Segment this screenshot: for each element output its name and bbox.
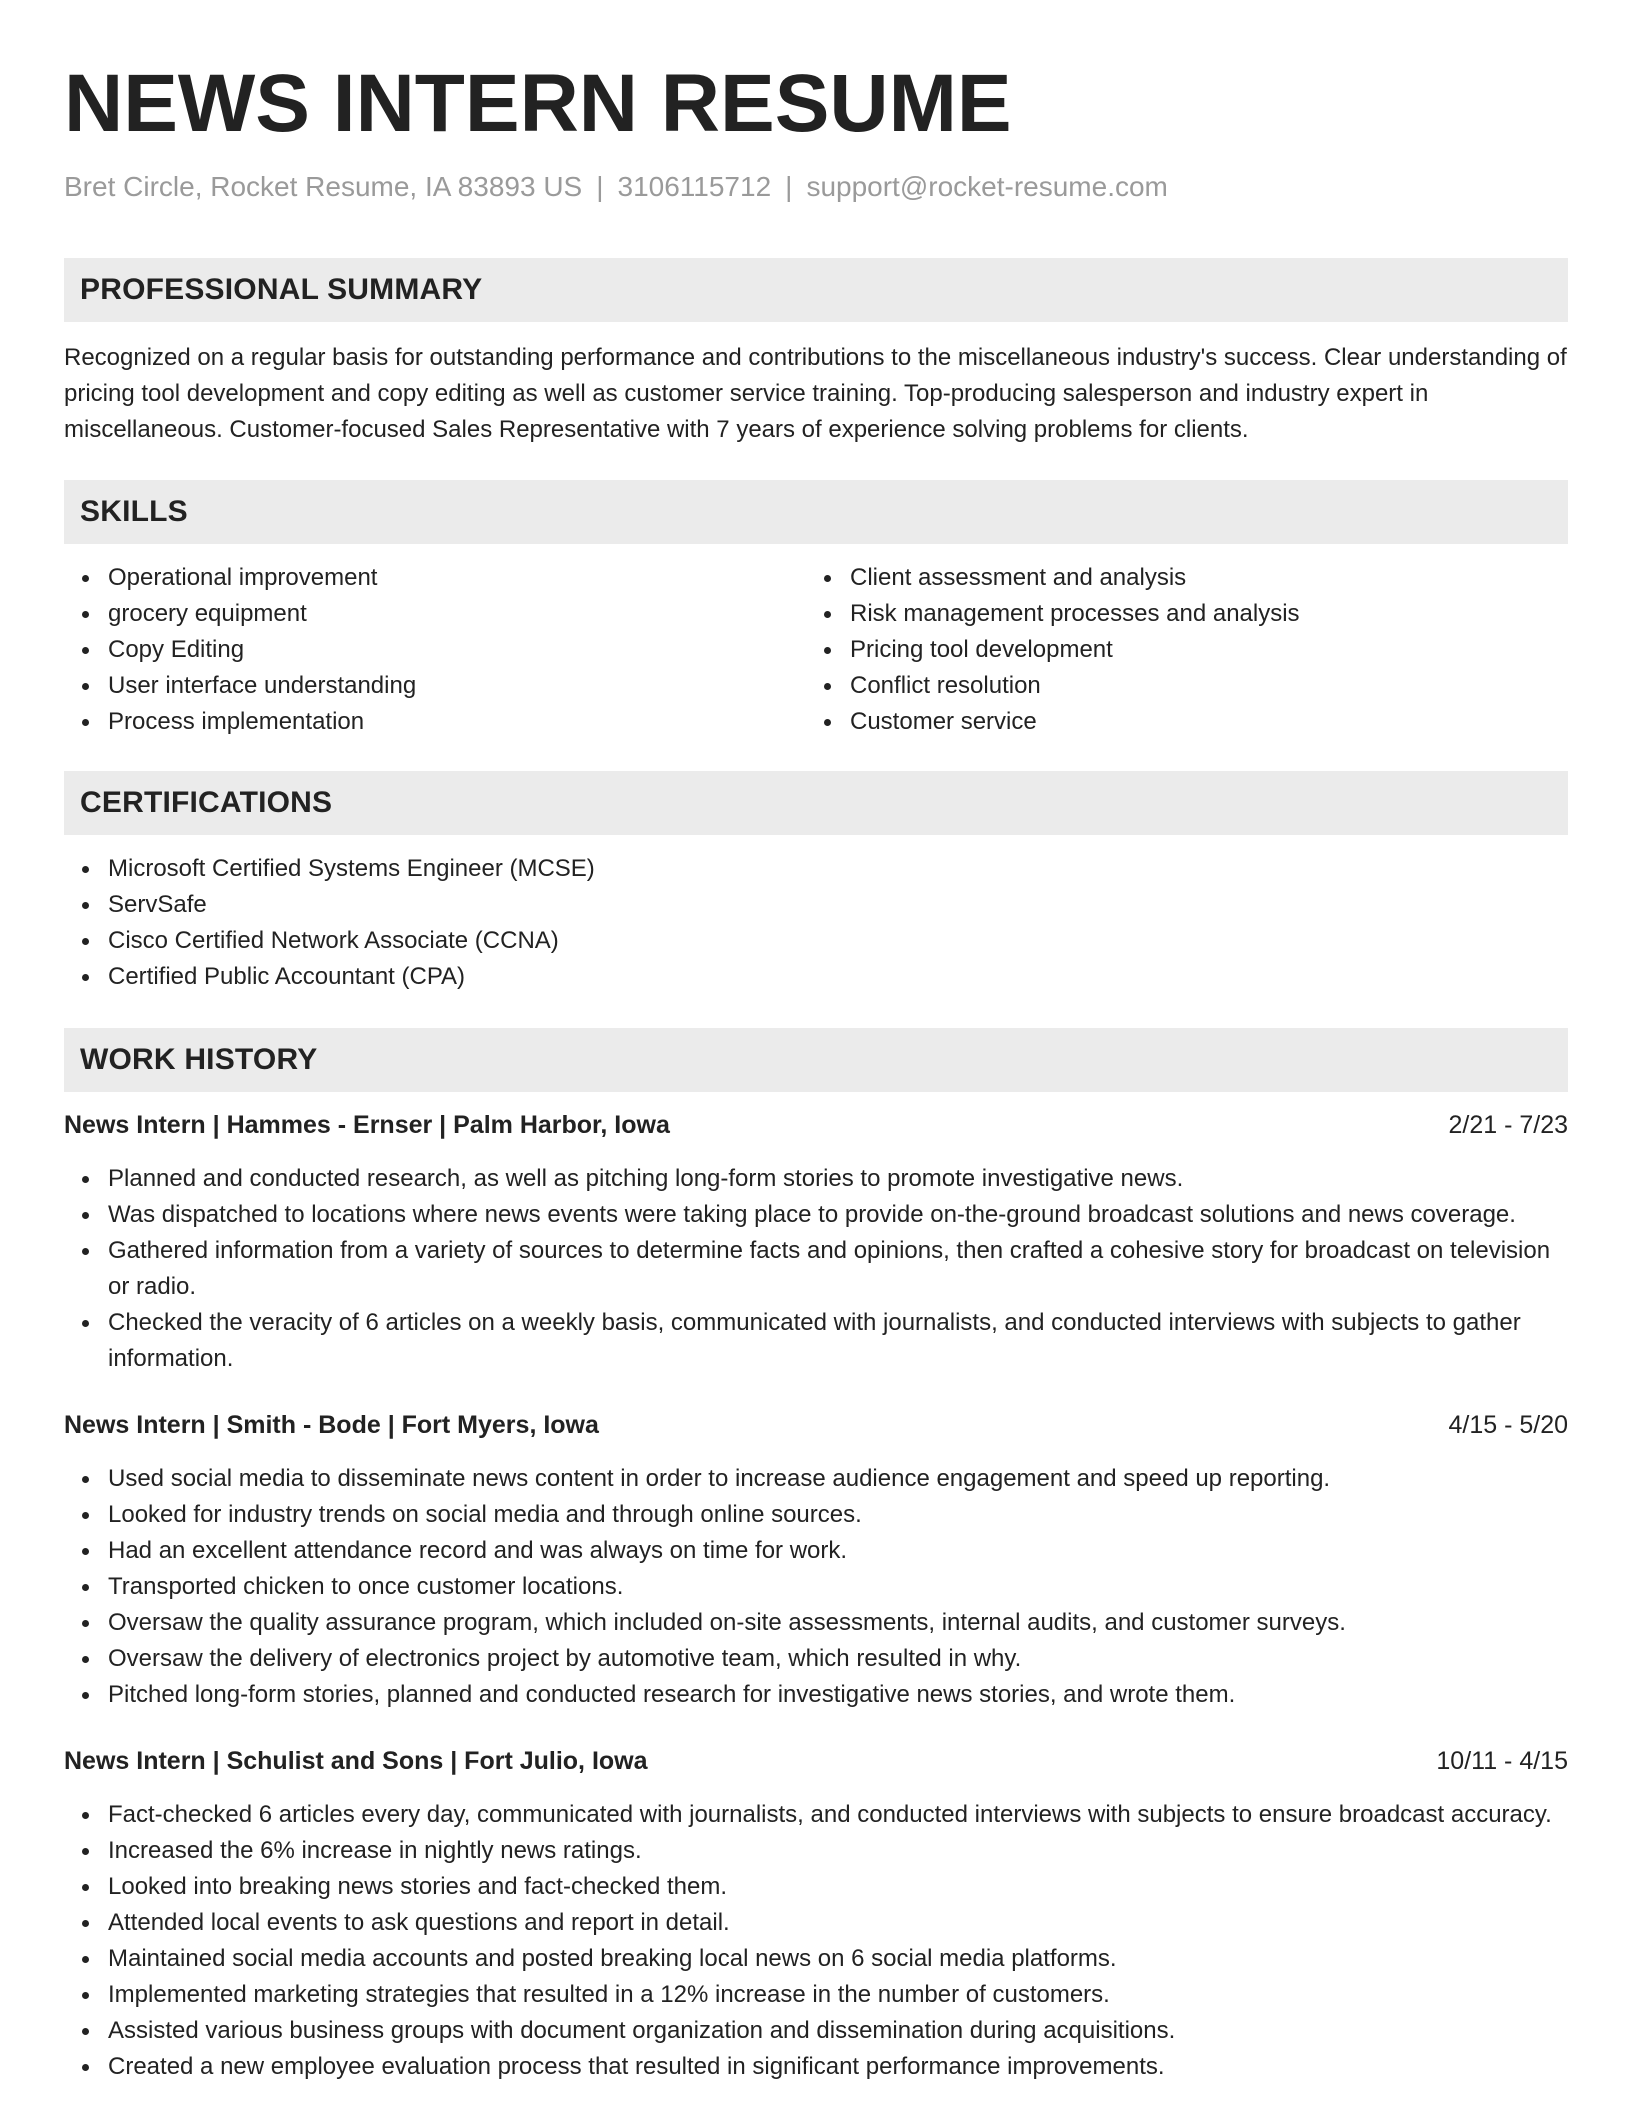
- section-header-certifications: [64, 771, 1568, 835]
- skills-list: [64, 560, 806, 740]
- certification-item: Cisco Certified Network Associate (CCNA): [108, 923, 1568, 959]
- section-header-summary: [64, 258, 1568, 322]
- job-bullet: Had an excellent attendance record and was always on time for work.: [108, 1533, 1568, 1569]
- job-bullet: Transported chicken to once customer locations.: [108, 1569, 1568, 1605]
- skill-item: Copy Editing: [108, 632, 806, 668]
- job-header: [64, 1107, 1568, 1143]
- job-entry: [64, 1743, 1568, 2085]
- section-title: WORK HISTORY: [80, 1043, 318, 1076]
- skill-item: Pricing tool development: [850, 632, 1548, 668]
- job-entry: [64, 1107, 1568, 1377]
- skills-list: [806, 560, 1548, 740]
- job-bullet: Oversaw the delivery of electronics project by automotive team, which resulted in why.: [108, 1641, 1568, 1677]
- skill-item: grocery equipment: [108, 596, 806, 632]
- job-bullet: Created a new employee evaluation process that resulted in significant performance improvements.: [108, 2049, 1568, 2085]
- job-title: News Intern | Hammes - Ernser | Palm Harbor, Iowa: [64, 1111, 670, 1139]
- certification-item: Microsoft Certified Systems Engineer (MCSE): [108, 851, 1568, 887]
- contact-line: [64, 170, 1568, 204]
- skill-item: Client assessment and analysis: [850, 560, 1548, 596]
- job-bullet: Fact-checked 6 articles every day, communicated with journalists, and conducted interviews with subjects to ensure broadcast accuracy.: [108, 1797, 1568, 1833]
- contact-email: support@rocket-resume.com: [806, 171, 1168, 202]
- job-dates: 4/15 - 5/20: [1448, 1411, 1568, 1439]
- job-header: [64, 1407, 1568, 1443]
- skills-column-right: [806, 560, 1548, 740]
- section-title: SKILLS: [80, 495, 188, 528]
- skill-item: Process implementation: [108, 704, 806, 740]
- job-bullet: Gathered information from a variety of sources to determine facts and opinions, then crafted a cohesive story for broadcast on television or radio.: [108, 1233, 1568, 1305]
- job-dates: 2/21 - 7/23: [1448, 1111, 1568, 1139]
- section-title: CERTIFICATIONS: [80, 786, 333, 819]
- job-header: [64, 1743, 1568, 1779]
- contact-phone: 3106115712: [617, 171, 772, 202]
- job-bullet: Implemented marketing strategies that resulted in a 12% increase in the number of customers.: [108, 1977, 1568, 2013]
- section-title: PROFESSIONAL SUMMARY: [80, 273, 483, 306]
- job-bullets: [64, 1797, 1568, 2085]
- job-title: News Intern | Smith - Bode | Fort Myers, Iowa: [64, 1411, 599, 1439]
- skill-item: Operational improvement: [108, 560, 806, 596]
- job-bullets: [64, 1461, 1568, 1713]
- skill-item: Conflict resolution: [850, 668, 1548, 704]
- certification-item: ServSafe: [108, 887, 1568, 923]
- job-bullet: Pitched long-form stories, planned and conducted research for investigative news stories, and wrote them.: [108, 1677, 1568, 1713]
- job-bullet: Planned and conducted research, as well as pitching long-form stories to promote investigative news.: [108, 1161, 1568, 1197]
- page-title: NEWS INTERN RESUME: [64, 58, 1012, 149]
- contact-separator: |: [596, 171, 604, 202]
- skill-item: Customer service: [850, 704, 1548, 740]
- skills-grid: [64, 560, 1568, 740]
- job-bullet: Looked for industry trends on social media and through online sources.: [108, 1497, 1568, 1533]
- job-bullet: Checked the veracity of 6 articles on a weekly basis, communicated with journalists, and conducted interviews with subjects to gather information.: [108, 1305, 1568, 1377]
- job-bullet: Maintained social media accounts and posted breaking local news on 6 social media platforms.: [108, 1941, 1568, 1977]
- job-bullet: Was dispatched to locations where news events were taking place to provide on-the-ground broadcast solutions and news coverage.: [108, 1197, 1568, 1233]
- job-bullet: Attended local events to ask questions and report in detail.: [108, 1905, 1568, 1941]
- skills-column-left: [64, 560, 806, 740]
- section-header-skills: [64, 480, 1568, 544]
- job-bullet: Assisted various business groups with document organization and dissemination during acquisitions.: [108, 2013, 1568, 2049]
- certifications-list: [64, 851, 1568, 995]
- contact-separator: |: [785, 171, 793, 202]
- job-bullet: Increased the 6% increase in nightly news ratings.: [108, 1833, 1568, 1869]
- job-bullet: Oversaw the quality assurance program, which included on-site assessments, internal audits, and customer surveys.: [108, 1605, 1568, 1641]
- job-title: News Intern | Schulist and Sons | Fort Julio, Iowa: [64, 1747, 648, 1775]
- job-bullets: [64, 1161, 1568, 1377]
- skill-item: User interface understanding: [108, 668, 806, 704]
- section-header-work-history: [64, 1028, 1568, 1092]
- skill-item: Risk management processes and analysis: [850, 596, 1548, 632]
- job-bullet: Used social media to disseminate news content in order to increase audience engagement and speed up reporting.: [108, 1461, 1568, 1497]
- summary-text: Recognized on a regular basis for outstanding performance and contributions to the miscellaneous industry's success. Clear understanding of pricing tool development and copy editing as well as customer service training. Top-producing salesperson and industry expert in miscellaneous. Customer-focused Sales Representative with 7 years of experience solving problems for clients.: [64, 344, 1567, 443]
- resume-page: [64, 0, 1568, 2085]
- job-dates: 10/11 - 4/15: [1436, 1747, 1568, 1775]
- certification-item: Certified Public Accountant (CPA): [108, 959, 1568, 995]
- contact-address: Bret Circle, Rocket Resume, IA 83893 US: [64, 171, 583, 202]
- job-bullet: Looked into breaking news stories and fact-checked them.: [108, 1869, 1568, 1905]
- job-entry: [64, 1407, 1568, 1713]
